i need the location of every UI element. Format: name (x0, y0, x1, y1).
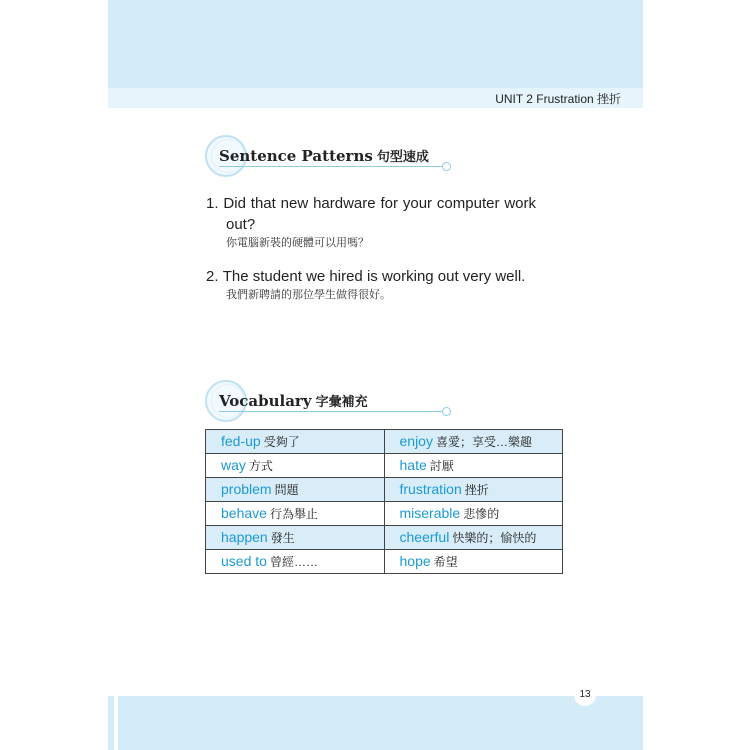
vocab-word: way (221, 457, 246, 473)
vocab-word: hope (399, 553, 431, 569)
sentence-patterns-title (219, 146, 429, 165)
vocab-meaning: 曾經…… (269, 555, 318, 569)
vocab-cell (384, 526, 563, 550)
vocab-meaning: 行為舉止 (269, 507, 318, 521)
table-row (206, 454, 563, 478)
table-row (206, 478, 563, 502)
sentence-number: 2. (206, 268, 219, 285)
sentence-number: 1. (206, 195, 219, 212)
bottom-color-band (108, 696, 643, 750)
bottom-stripe (114, 696, 118, 750)
sentence-patterns-heading (205, 135, 455, 179)
vocab-cell (206, 502, 385, 526)
vocab-word: problem (221, 481, 272, 497)
vocabulary-title (219, 391, 368, 410)
vocab-meaning: 快樂的；愉快的 (452, 531, 537, 545)
table-row (206, 502, 563, 526)
vocab-word: hate (399, 457, 427, 473)
book-page (108, 0, 643, 750)
unit-title: UNIT 2 Frustration 挫折 (495, 92, 621, 106)
sentence-patterns-title-zh: 句型速成 (376, 150, 429, 165)
top-color-band (108, 0, 643, 88)
sentence-item (206, 193, 536, 251)
table-row (206, 526, 563, 550)
heading-dot-icon (442, 407, 451, 416)
vocab-meaning: 問題 (274, 483, 299, 497)
vocab-word: happen (221, 529, 268, 545)
vocab-cell (206, 430, 385, 454)
vocabulary-title-zh: 字彙補充 (315, 395, 368, 410)
vocab-word: behave (221, 505, 267, 521)
vocab-word: fed-up (221, 433, 261, 449)
vocab-cell (384, 454, 563, 478)
sentence-chinese: 你電腦新裝的硬體可以用嗎？ (226, 237, 369, 249)
vocab-meaning: 悲慘的 (463, 507, 500, 521)
vocab-meaning: 喜愛；享受…樂趣 (435, 435, 532, 449)
vocab-meaning: 挫折 (464, 483, 489, 497)
heading-underline (219, 411, 443, 412)
heading-dot-icon (442, 162, 451, 171)
sentence-english (206, 193, 536, 235)
vocab-cell (384, 478, 563, 502)
vocab-word: miserable (399, 505, 461, 521)
vocabulary-title-en: Vocabulary (219, 392, 312, 410)
vocabulary-table (205, 429, 563, 574)
heading-underline (219, 166, 443, 167)
sentence-text: The student we hired is working out very well. (222, 268, 526, 285)
vocab-meaning: 討厭 (429, 459, 454, 473)
table-row (206, 430, 563, 454)
page-number: 13 (574, 684, 596, 706)
vocab-word: frustration (399, 481, 462, 497)
vocabulary-heading (205, 380, 455, 424)
sentence-item (206, 266, 536, 303)
vocab-word: used to (221, 553, 267, 569)
vocab-cell (206, 550, 385, 574)
vocab-cell (206, 454, 385, 478)
vocab-meaning: 方式 (248, 459, 273, 473)
vocab-meaning: 希望 (433, 555, 458, 569)
vocab-word: cheerful (399, 529, 450, 545)
vocab-cell (384, 502, 563, 526)
sentence-text: Did that new hardware for your computer work out? (223, 195, 537, 233)
table-row (206, 550, 563, 574)
sentence-english (206, 266, 536, 287)
sentence-patterns-title-en: Sentence Patterns (219, 147, 373, 165)
vocab-meaning: 受夠了 (263, 435, 300, 449)
vocab-cell (206, 526, 385, 550)
vocab-cell (384, 550, 563, 574)
sentence-chinese: 我們新聘請的那位學生做得很好。 (226, 289, 391, 301)
vocab-word: enjoy (399, 433, 433, 449)
vocab-meaning: 發生 (270, 531, 295, 545)
vocab-cell (206, 478, 385, 502)
vocab-cell (384, 430, 563, 454)
